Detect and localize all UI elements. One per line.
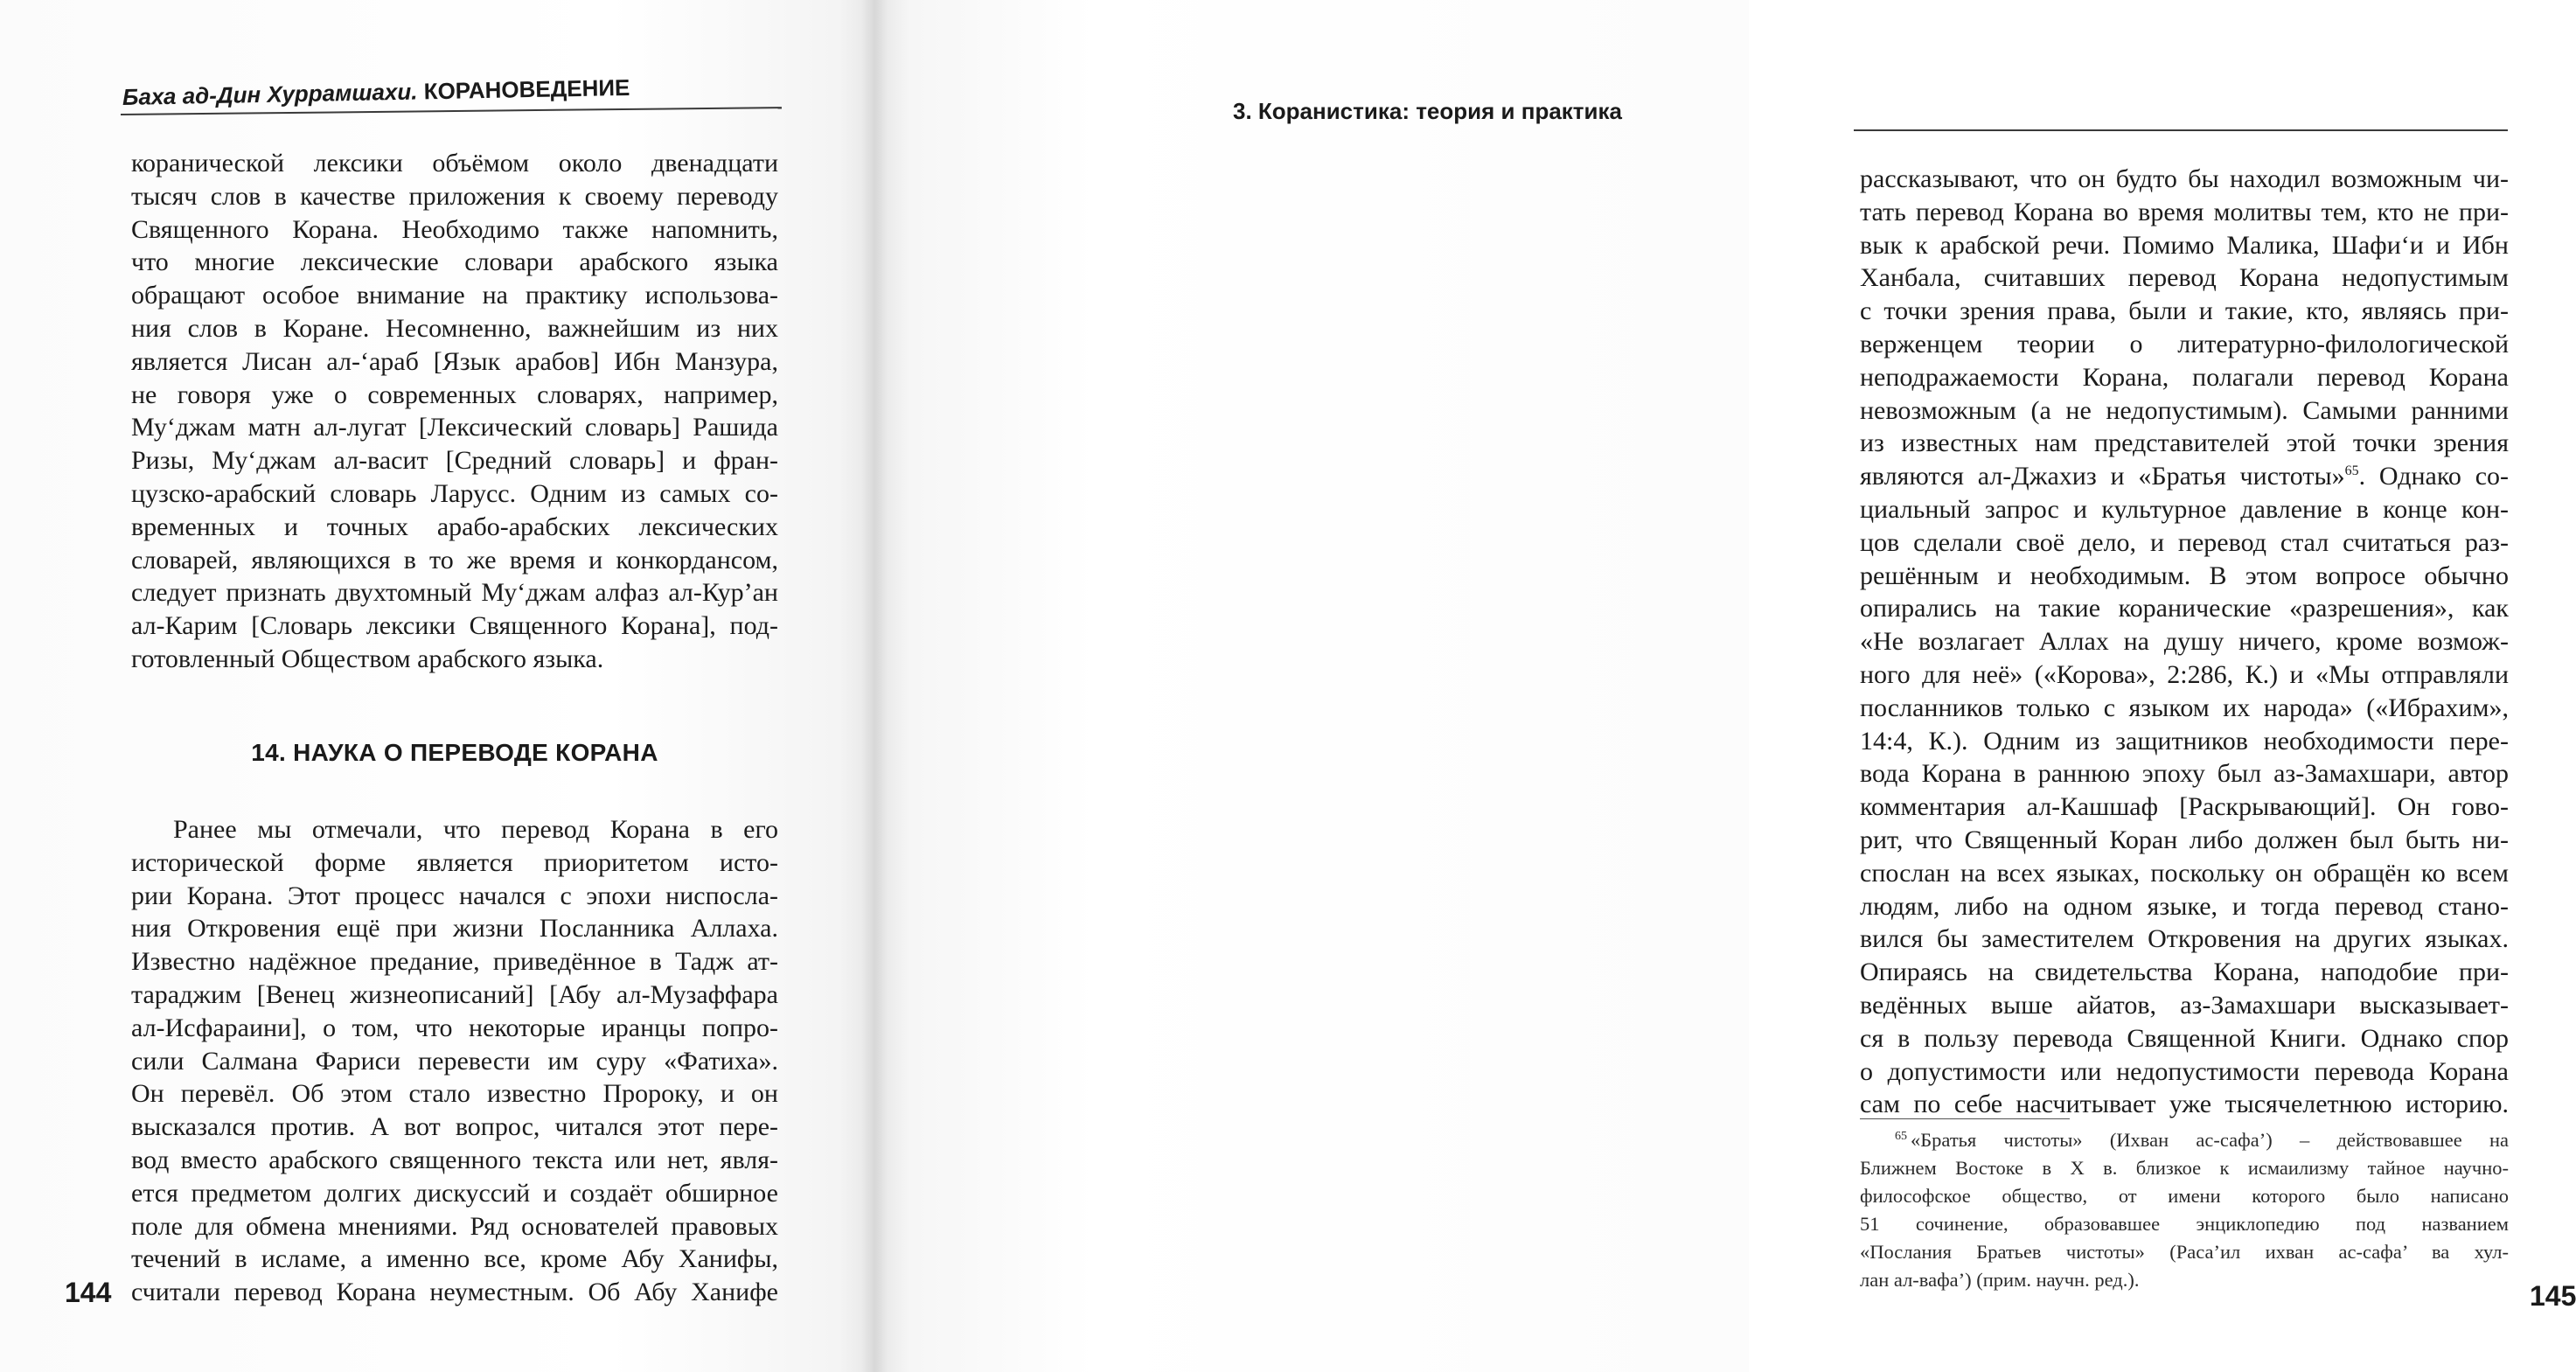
text-line: вода Корана в раннюю эпоху был аз-Замахшари, автор [1860,759,2509,789]
text-line: течений в исламе, а именно все, кроме Абу Ханифы, [131,1244,778,1274]
text-line: о допустимости или недопустимости перевода Корана [1860,1056,2509,1086]
text-line: верженцем теории о литературно-филологической [1860,329,2509,359]
footnote-line [1860,1126,2509,1154]
text-line: сам по себе насчитывает уже тысячелетнюю историю. [1860,1090,2509,1119]
text-line: из известных нам представителей этой точки зрения [1860,428,2509,458]
text-line: ния Откровения ещё при жизни Посланника Аллаха. [131,914,778,944]
footnote-line: 51 сочинение, образовавшее энциклопедию под названием [1860,1213,2509,1235]
text-line: неподражаемости Корана, полагали перевод Корана [1860,362,2509,392]
text-line: решённым и необходимым. В этом вопросе обычно [1860,561,2509,590]
text-line: поле для обмена мнениями. Ряд основателей правовых [131,1211,778,1241]
text-line-end: . Однако со- [2358,462,2509,491]
text-line: вился бы заместителем Откровения на других языках. [1860,924,2509,954]
left-section-text [131,813,778,1309]
text-line: спослан на всех языках, поскольку он обращён ко всем [1860,858,2509,888]
right-running-head: 3. Коранистика: теория и практика [1232,98,1622,124]
text-line-start: являются ал-Джахиз и «Братья чистоты» [1860,462,2345,491]
footnote-line: «Послания Братьев чистоты» (Раса’ил ихван ас-сафа’ ва хул- [1860,1241,2509,1263]
left-running-head [122,74,630,111]
footnote-line: лан ал-вафа’) (прим. научн. ред.). [1860,1269,2140,1291]
text-line: циальный запрос и культурное давление в конце кон- [1860,494,2509,524]
text-line: ся в пользу перевода Священной Книги. Однако спор [1860,1023,2509,1053]
text-line: временных и точных арабо-арабских лексических [131,512,778,541]
text-line: Священного Корана. Необходимо также напомнить, [131,214,778,244]
footnote-reference: 65 [2344,463,2359,479]
text-line: тараджим [Венец жизнеописаний] [Абу ал-Музаффара [131,979,778,1009]
text-line: следует признать двухтомный Му‘джам алфаз ал-Кур’ан [131,578,778,608]
running-head-title: КОРАНОВЕДЕНИЕ [423,73,630,105]
text-line: Ханбала, считавших перевод Корана недопустимым [1860,263,2509,293]
page-number-left: 144 [65,1277,112,1308]
text-line: Он перевёл. Об этом стало известно Пророку, и он [131,1079,778,1109]
text-line: готовленный Обществом арабского языка. [131,644,604,673]
text-line: рассказывают, что он будто бы находил возможным чи- [1860,164,2509,193]
text-line: людям, либо на одном языке, и тогда перевод стано- [1860,891,2509,921]
footnote-line: Ближнем Востоке в X в. близкое к исмаилизму тайное научно- [1860,1157,2509,1179]
text-line: Ранее мы отмечали, что перевод Корана в его [173,815,778,844]
book-gutter [861,0,888,1372]
text-line: 14:4, К.). Одним из защитников необходимости пере- [1860,726,2509,756]
text-line: вык к арабской речи. Помимо Малика, Шафи‘и и Ибн [1860,230,2509,260]
text-line: ного для неё» («Корова», 2:286, К.) и «Мы отправляли [1860,659,2509,689]
text-line: высказался против. А вот вопрос, читался этот пере- [131,1112,778,1142]
section-heading: 14. НАУКА О ПЕРЕВОДЕ КОРАНА [251,739,658,766]
text-line: ется предметом долгих дискуссий и создаёт обширное [131,1178,778,1208]
text-line: Му‘джам матн ал-лугат [Лексический словарь] Рашида [131,413,778,442]
text-line: цузско-арабский словарь Ларусс. Одним из самых со- [131,478,778,508]
page-number-right: 145 [2530,1280,2576,1312]
footnote-number: 65 [1895,1129,1907,1143]
text-line: рит, что Священный Коран либо должен был быть ни- [1860,825,2509,854]
footnote-rule [1860,1118,2070,1119]
text-line: Ризы, Му‘джам ал-васит [Средний словарь] и фран- [131,446,778,476]
left-continued-text [131,147,778,676]
text-line: ведённых выше айатов, аз-Замахшари высказывает- [1860,990,2509,1020]
left-page [0,0,874,1372]
text-line: считали перевод Корана неуместным. Об Абу Ханифе [131,1278,778,1307]
text-line-with-footnote [1860,460,2509,493]
right-page [874,0,2576,1372]
text-line: сили Салмана Фариси перевести им суру «Фатиха». [131,1046,778,1076]
right-body-text [1860,163,2509,1121]
text-line: с точки зрения права, были и такие, кто, являясь при- [1860,296,2509,326]
footnote-line: философское общество, от имени которого было написано [1860,1185,2509,1207]
text-line: ния слов в Коране. Несомненно, важнейшим из них [131,313,778,343]
text-line: тать перевод Корана во время молитвы тем, кто не при- [1860,197,2509,226]
footnote-line-text: «Братья чистоты» (Ихван ас-сафа’) – действовавшее на [1911,1129,2509,1151]
text-line: ал-Исфараини], о том, что некоторые иранцы попро- [131,1013,778,1042]
text-line: посланников только с языком их народа» («Ибрахим», [1860,693,2509,722]
text-line: комментария ал-Кашшаф [Раскрывающий]. Он гово- [1860,792,2509,822]
text-line: коранической лексики объёмом около двенадцати [131,149,778,178]
text-line: исторической форме является приоритетом исто- [131,847,778,877]
text-line: обращают особое внимание на практику использова- [131,281,778,310]
text-line: опирались на такие коранические «разрешения», как [1860,594,2509,623]
text-line: цов сделали своё дело, и перевод стал считаться раз- [1860,527,2509,557]
text-line: вод вместо арабского священного текста или нет, явля- [131,1145,778,1174]
text-line: ал-Карим [Словарь лексики Священного Корана], под- [131,611,778,641]
text-line: Опираясь на свидетельства Корана, наподобие при- [1860,958,2509,987]
footnote [1860,1126,2509,1294]
running-head-author: Баха ад-Дин Хуррамшахи. [122,78,418,110]
text-line: не говоря уже о современных словарях, например, [131,380,778,409]
text-line: рии Корана. Этот процесс начался с эпохи ниспосла- [131,881,778,910]
right-header-rule [1854,129,2508,131]
text-line: тысяч слов в качестве приложения к своему переводу [131,181,778,211]
text-line: словарей, являющихся в то же время и конкордансом, [131,545,778,575]
text-line: является Лисан ал-‘араб [Язык арабов] Ибн Манзура, [131,346,778,376]
text-line: Известно надёжное предание, приведённое в Тадж ат- [131,947,778,977]
text-line: «Не возлагает Аллах на душу ничего, кроме возмож- [1860,627,2509,657]
text-line: невозможным (а не недопустимым). Самыми ранними [1860,395,2509,425]
text-line: что многие лексические словари арабского языка [131,247,778,277]
